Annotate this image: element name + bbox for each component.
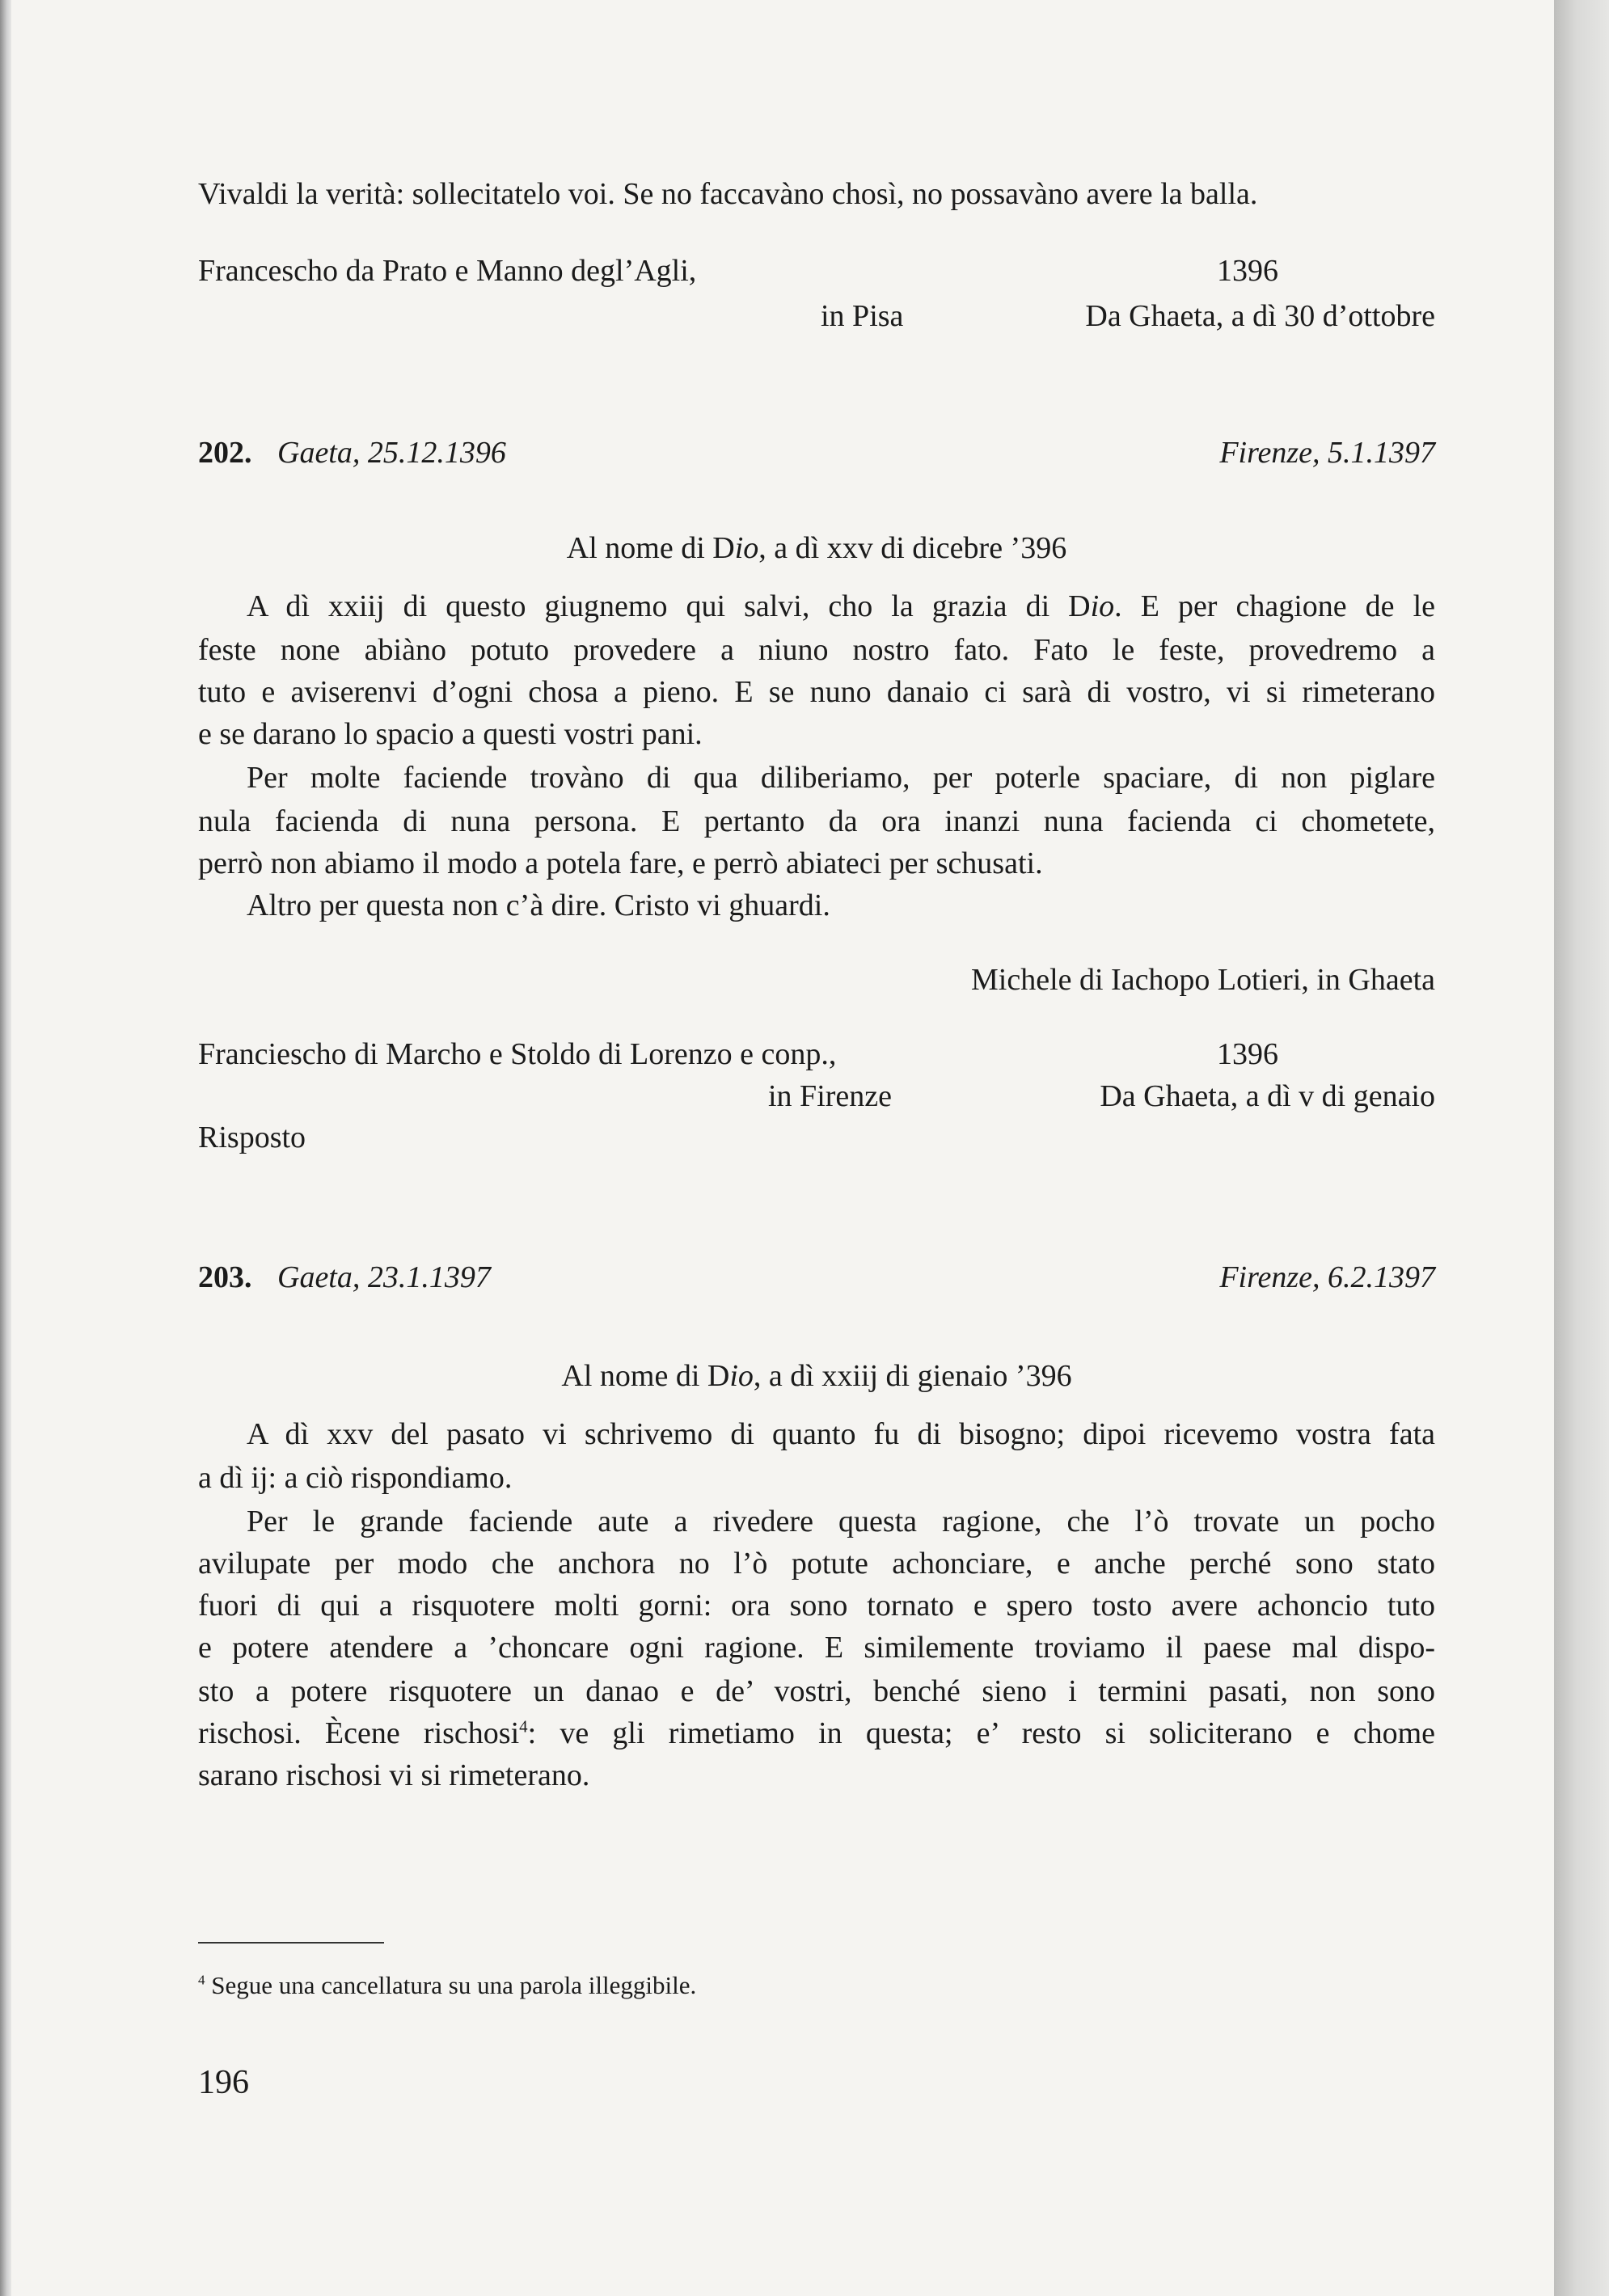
date-line: Da Ghaeta, a dì 30 d’ottobre: [1085, 299, 1435, 333]
book-gutter-edge: [0, 0, 11, 2296]
salutation: [198, 530, 1435, 566]
body-line: a dì ij: a ciò rispondiamo.: [198, 1461, 513, 1495]
body-line: perrò non abiamo il modo a potela fare, e perrò abiateci per schusati.: [198, 846, 1043, 880]
salutation: [198, 1358, 1435, 1394]
next-page-edge: [1554, 0, 1609, 2296]
reply-note: Risposto: [198, 1121, 306, 1154]
letter-destination: Firenze, 6.2.1397: [1219, 1260, 1435, 1294]
address-line: Franciescho di Marcho e Stoldo di Lorenzo e conp.,: [198, 1037, 837, 1071]
place: in Firenze: [768, 1079, 893, 1113]
body-line: Per le grande faciende aute a rivedere questa ragione, che l’ò trovate un pocho: [247, 1505, 1435, 1538]
letter-header-202: [198, 435, 506, 471]
footnote-marker: 4: [198, 1972, 205, 1988]
page-number: 196: [198, 2064, 249, 2101]
body-line: A dì xxv del pasato vi schrivemo di quanto fu di bisogno; dipoi ricevemo vostra fata: [247, 1417, 1435, 1451]
footnote-rule: [198, 1942, 384, 1944]
salutation-post: , a dì xxv di dicebre ’396: [758, 531, 1067, 565]
body-line: tuto e aviserenvi d’ogni chosa a pieno. E se nuno danaio ci sarà di vostro, vi si rimeterano: [198, 675, 1435, 709]
body-line: e se darano lo spacio a questi vostri pani.: [198, 717, 703, 751]
letter-origin: Gaeta, 25.12.1396: [277, 436, 506, 470]
body-line: nula facienda di nuna persona. E pertanto da ora inanzi nuna facienda ci chometete,: [198, 804, 1435, 838]
body-line: rischosi. Ècene rischosi$^4$: ve gli rimetiamo in questa; e’ resto si soliciterano e chome: [198, 1716, 1436, 1750]
letter-number: 202.: [198, 436, 252, 470]
salutation-pre: Al nome di D: [566, 531, 735, 565]
body-line: sto a potere risquotere un danao e de’ vostri, benché sieno i termini pasati, non sono: [198, 1674, 1435, 1708]
body-line: Altro per questa non c’à dire. Cristo vi ghuardi.: [247, 888, 830, 922]
date-line: Da Ghaeta, a dì v di genaio: [1100, 1079, 1435, 1113]
salutation-italic: io: [734, 531, 759, 565]
footnote: [198, 1971, 696, 2000]
body-line: fuori di qui a risquotere molti gorni: ora sono tornato e spero tosto avere achoncio tuto: [198, 1589, 1435, 1623]
body-line: avilupate per modo che anchora no l’ò potute achonciare, e anche perché sono stato: [198, 1547, 1435, 1581]
salutation-post: , a dì xxiij di gienaio ’396: [753, 1359, 1072, 1393]
letter-header-203: [198, 1260, 491, 1295]
body-line: A dì xxiij di questo giugnemo qui salvi, cho la grazia di Dio. E per chagione de le: [247, 589, 1435, 623]
place: in Pisa: [821, 299, 904, 333]
salutation-italic: io: [729, 1359, 754, 1393]
body-line: e potere atendere a ’choncare ogni ragione. E similemente troviamo il paese mal dispo-: [198, 1631, 1435, 1665]
footnote-ref: 4: [519, 1716, 528, 1737]
address-line: Francescho da Prato e Manno degl’Agli,: [198, 254, 697, 288]
body-line: sarano rischosi vi si rimeterano.: [198, 1758, 590, 1792]
text-line: Vivaldi la verità: sollecitatelo voi. Se no faccavàno chosì, no possavàno avere la balla.: [198, 177, 1258, 211]
year: 1396: [1217, 1037, 1278, 1071]
signature: Michele di Iachopo Lotieri, in Ghaeta: [970, 963, 1435, 997]
letter-destination: Firenze, 5.1.1397: [1219, 436, 1435, 470]
letter-number: 203.: [198, 1260, 252, 1294]
body-line: Per molte faciende trovàno di qua diliberiamo, per poterle spaciare, di non piglare: [247, 761, 1435, 795]
footnote-text: Segue una cancellatura su una parola illeggibile.: [211, 1971, 697, 1999]
year: 1396: [1217, 254, 1278, 288]
salutation-pre: Al nome di D: [561, 1359, 730, 1393]
letter-origin: Gaeta, 23.1.1397: [277, 1260, 491, 1294]
body-line: feste none abiàno potuto provedere a niuno nostro fato. Fato le feste, provedremo a: [198, 633, 1435, 667]
